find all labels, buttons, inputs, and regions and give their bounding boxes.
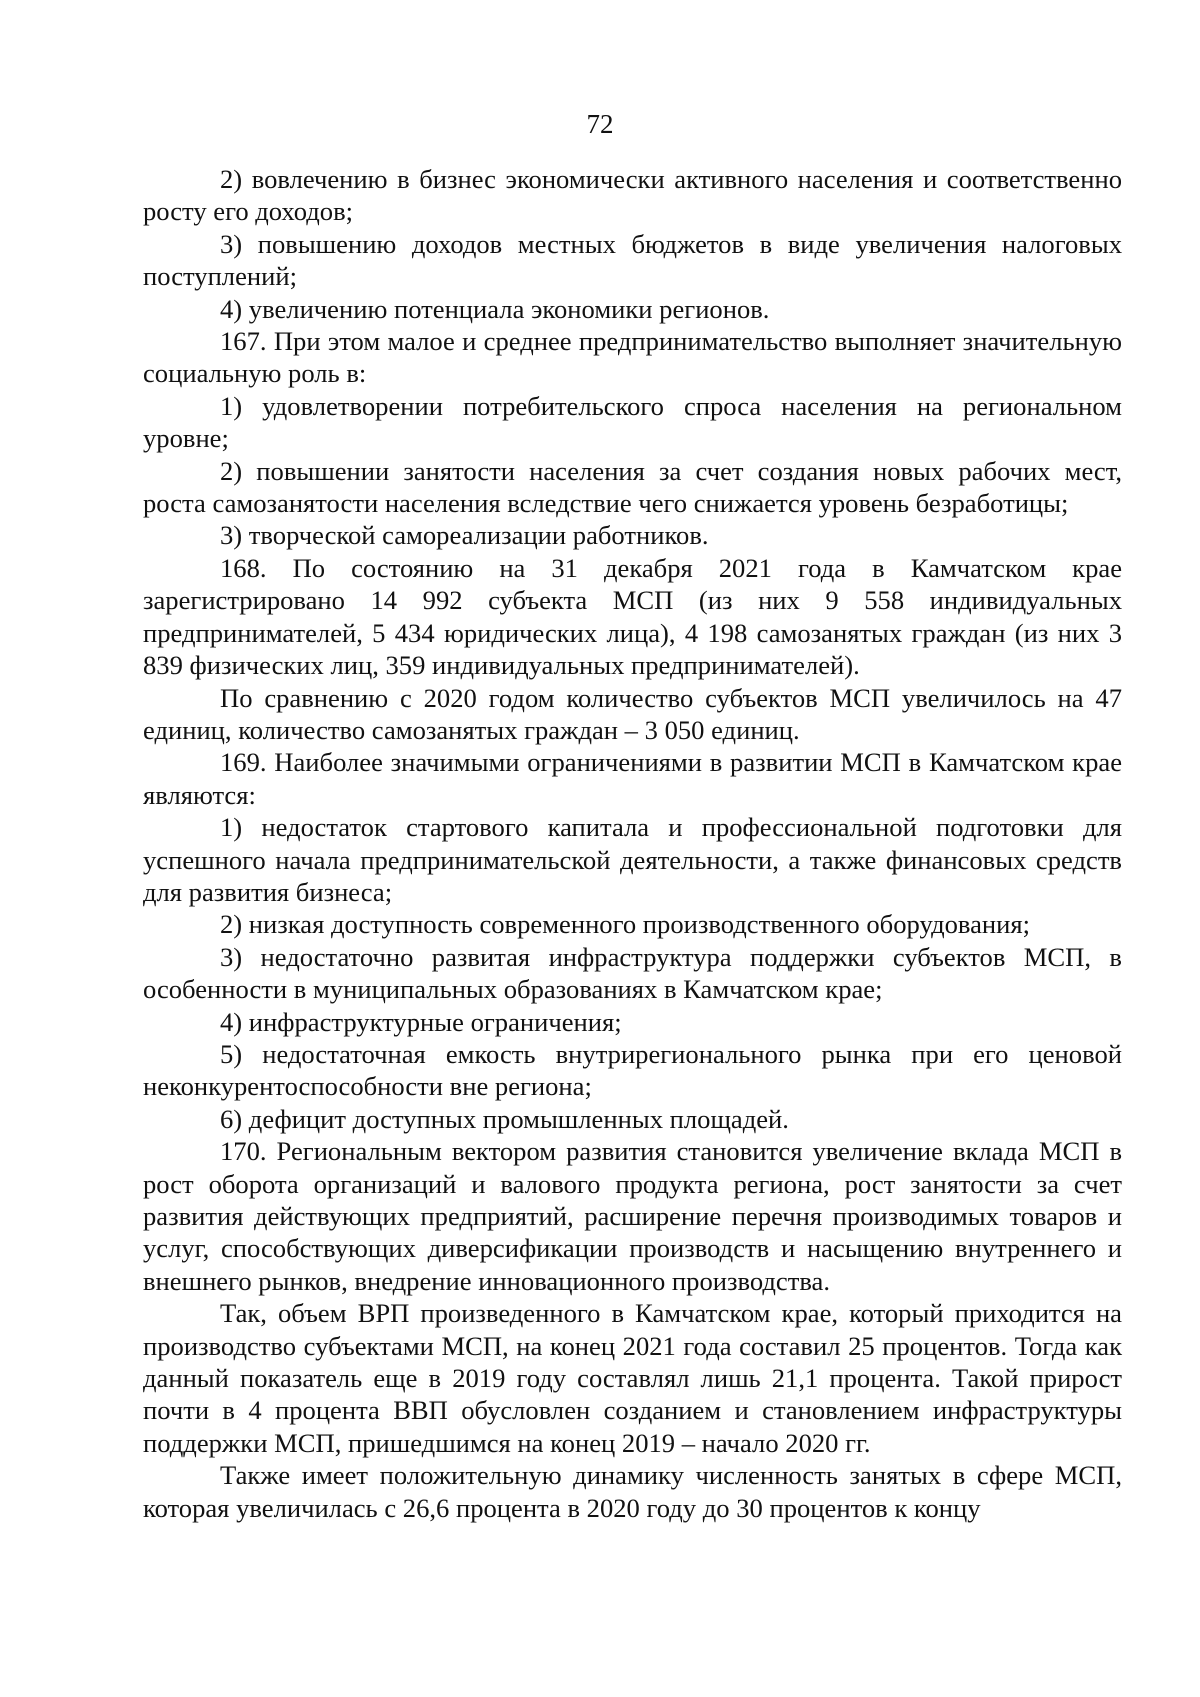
paragraph: По сравнению с 2020 годом количество субъектов МСП увеличилось на 47 единиц, количество самозанятых граждан – 3 050 единиц. [143, 682, 1122, 745]
document-body [143, 163, 1122, 1524]
paragraph: Также имеет положительную динамику численность занятых в сфере МСП, которая увеличилась с 26,6 процента в 2020 году до 30 процентов к концу [143, 1460, 1122, 1523]
paragraph: 169. Наиболее значимыми ограничениями в развитии МСП в Камчатском крае являются: [143, 747, 1122, 810]
paragraph: 4) инфраструктурные ограничения; [220, 1006, 622, 1037]
paragraph: 3) повышению доходов местных бюджетов в виде увеличения налоговых поступлений; [143, 228, 1122, 292]
paragraph: 2) вовлечению в бизнес экономически активного населения и соответственно росту его доходов; [143, 164, 1122, 227]
paragraph: 3) творческой самореализации работников. [220, 520, 709, 551]
paragraph: 168. По состоянию на 31 декабря 2021 года в Камчатском крае зарегистрировано 14 992 субъекта МСП (из них 9 558 индивидуальных предпринимателей, 5 434 юридических лица), 4 198 самозанятых граждан (из них 3 839 физических лиц, 359 индивидуальных предпринимателей). [143, 552, 1122, 681]
paragraph: 2) повышении занятости населения за счет создания новых рабочих мест, роста самозанятости населения вследствие чего снижается уровень безработицы; [143, 455, 1122, 519]
paragraph: 6) дефицит доступных промышленных площадей. [220, 1103, 789, 1134]
paragraph: 1) недостаток стартового капитала и профессиональной подготовки для успешного начала предпринимательской деятельности, а также финансовых средств для развития бизнеса; [143, 812, 1122, 907]
paragraph: 170. Региональным вектором развития становится увеличение вклада МСП в рост оборота организаций и валового продукта региона, рост занятости за счет развития действующих предприятий, расширение перечня производимых товаров и услуг, способствующих диверсификации производств и насыщению внутреннего и внешнего рынков, внедрение инновационного производства. [143, 1136, 1122, 1296]
paragraph: 5) недостаточная емкость внутрирегионального рынка при его ценовой неконкурентоспособности вне региона; [143, 1038, 1122, 1102]
paragraph: 167. При этом малое и среднее предпринимательство выполняет значительную социальную роль в: [143, 326, 1122, 389]
paragraph: 3) недостаточно развитая инфраструктура поддержки субъектов МСП, в особенности в муниципальных образованиях в Камчатском крае; [143, 941, 1122, 1005]
paragraph: 2) низкая доступность современного производственного оборудования; [220, 909, 1030, 940]
page-number: 72 [586, 109, 614, 139]
paragraph: 1) удовлетворении потребительского спроса населения на региональном уровне; [143, 390, 1122, 454]
paragraph: 4) увеличению потенциала экономики регионов. [220, 293, 770, 324]
paragraph: Так, объем ВРП произведенного в Камчатском крае, который приходится на производство субъектами МСП, на конец 2021 года составил 25 процентов. Тогда как данный показатель еще в 2019 году составлял лишь 21,1 процента. Такой прирост почти в 4 процента ВВП обусловлен созданием и становлением инфраструктуры поддержки МСП, пришедшимся на конец 2019 – начало 2020 гг. [143, 1298, 1122, 1458]
